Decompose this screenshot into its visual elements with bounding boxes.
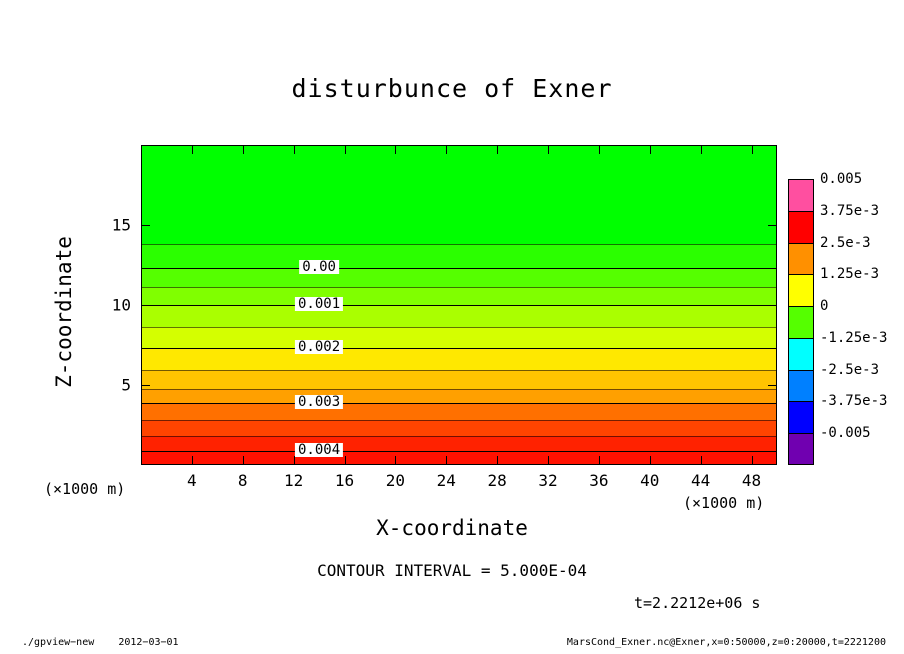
- x-tick-bottom: [701, 456, 702, 465]
- y-tick-label: 15: [111, 215, 131, 235]
- x-tick-label: 44: [691, 471, 711, 490]
- contour-interval-note: CONTOUR INTERVAL = 5.000E-04: [317, 561, 587, 580]
- contour-band: [142, 370, 776, 390]
- footer-tool-name: ./gpview−new: [22, 637, 95, 648]
- colorbar-segment: [789, 275, 813, 307]
- x-tick-bottom: [650, 456, 651, 465]
- x-tick-bottom: [395, 456, 396, 465]
- major-contour-line: [142, 268, 776, 269]
- x-tick-top: [446, 145, 447, 154]
- colorbar-tick-label: 0: [820, 298, 829, 315]
- x-tick-bottom: [345, 456, 346, 465]
- x-tick-label: 28: [487, 471, 507, 490]
- contour-band: [142, 268, 776, 288]
- footer-date: 2012−03−01: [118, 637, 179, 648]
- colorbar-segment: [789, 371, 813, 403]
- x-tick-label: 16: [334, 471, 355, 490]
- contour-band: [142, 146, 776, 244]
- y-tick-right: [768, 225, 777, 226]
- contour-value-label: 0.004: [295, 443, 343, 457]
- x-tick-label: 20: [385, 471, 406, 490]
- major-contour-line: [142, 305, 776, 306]
- colorbar: [788, 179, 814, 465]
- x-axis-title: X-coordinate: [376, 516, 528, 540]
- x-axis-unit-label: (×1000 m): [683, 494, 765, 512]
- x-tick-bottom: [752, 456, 753, 465]
- minor-contour-line: [142, 244, 776, 245]
- colorbar-separator: [788, 274, 814, 275]
- colorbar-segment: [789, 180, 813, 212]
- x-tick-top: [650, 145, 651, 154]
- contour-band: [142, 305, 776, 327]
- colorbar-tick-label: -2.5e-3: [820, 361, 880, 378]
- time-stamp-label: t=2.2212e+06 s: [634, 594, 761, 612]
- colorbar-separator: [788, 338, 814, 339]
- colorbar-separator: [788, 433, 814, 434]
- major-contour-line: [142, 348, 776, 349]
- x-tick-bottom: [192, 456, 193, 465]
- x-tick-bottom: [294, 456, 295, 465]
- colorbar-segment: [789, 307, 813, 339]
- y-tick-label: 10: [111, 295, 131, 315]
- colorbar-tick-label: 2.5e-3: [820, 234, 871, 251]
- colorbar-segment: [789, 339, 813, 371]
- contour-band: [142, 389, 776, 403]
- x-tick-label: 4: [187, 471, 197, 490]
- minor-contour-line: [142, 420, 776, 421]
- contour-band: [142, 436, 776, 452]
- colorbar-tick-label: 0.005: [820, 171, 863, 187]
- major-contour-line: [142, 403, 776, 404]
- contour-value-label: 0.002: [295, 340, 343, 354]
- x-tick-label: 12: [283, 471, 304, 490]
- contour-band: [142, 244, 776, 269]
- x-tick-top: [294, 145, 295, 154]
- y-tick-left: [141, 385, 150, 386]
- colorbar-separator: [788, 211, 814, 212]
- contour-band: [142, 403, 776, 420]
- x-tick-bottom: [243, 456, 244, 465]
- colorbar-separator: [788, 243, 814, 244]
- plot-area: [141, 145, 777, 465]
- y-tick-right: [768, 305, 777, 306]
- minor-contour-line: [142, 436, 776, 437]
- x-tick-top: [395, 145, 396, 154]
- colorbar-segment: [789, 434, 813, 465]
- x-tick-label: 8: [237, 471, 248, 490]
- footer-right: MarsCond_Exner.nc@Exner,x=0:50000,z=0:20000,t=2221200: [566, 637, 886, 648]
- minor-contour-line: [142, 287, 776, 288]
- x-tick-label: 36: [589, 471, 609, 490]
- minor-contour-line: [142, 370, 776, 371]
- y-tick-left: [141, 225, 150, 226]
- x-tick-top: [243, 145, 244, 154]
- contour-band: [142, 420, 776, 437]
- x-tick-top: [345, 145, 346, 154]
- minor-contour-line: [142, 389, 776, 390]
- contour-value-label: 0.00: [299, 260, 339, 274]
- x-tick-label: 24: [436, 471, 456, 490]
- contour-value-label: 0.001: [295, 297, 343, 311]
- colorbar-segment: [789, 244, 813, 276]
- z-axis-unit-label: (×1000 m): [44, 480, 126, 498]
- page-title: disturbunce of Exner: [291, 74, 613, 103]
- major-contour-line: [142, 451, 776, 452]
- contour-band: [142, 327, 776, 349]
- y-tick-right: [768, 385, 777, 386]
- colorbar-tick-label: -3.75e-3: [820, 393, 888, 410]
- colorbar-segment: [789, 212, 813, 244]
- colorbar-separator: [788, 370, 814, 371]
- x-tick-top: [497, 145, 498, 154]
- y-axis-title: Z-coordinate: [52, 236, 76, 388]
- colorbar-tick-label: -1.25e-3: [820, 329, 888, 346]
- colorbar-tick-label: -0.005: [820, 425, 871, 442]
- x-tick-top: [548, 145, 549, 154]
- contour-band: [142, 348, 776, 370]
- colorbar-separator: [788, 401, 814, 402]
- y-tick-label: 5: [121, 375, 131, 395]
- x-tick-label: 48: [741, 471, 762, 490]
- contour-band: [142, 451, 776, 465]
- colorbar-tick-label: 1.25e-3: [820, 266, 880, 283]
- colorbar-tick-label: 3.75e-3: [820, 202, 880, 219]
- x-tick-label: 40: [640, 471, 660, 490]
- x-tick-bottom: [446, 456, 447, 465]
- contour-value-label: 0.003: [295, 395, 343, 409]
- footer-left: [22, 637, 179, 648]
- x-tick-bottom: [497, 456, 498, 465]
- x-tick-label: 32: [538, 471, 558, 490]
- colorbar-separator: [788, 306, 814, 307]
- x-tick-top: [599, 145, 600, 154]
- x-tick-top: [192, 145, 193, 154]
- x-tick-top: [701, 145, 702, 154]
- x-tick-bottom: [599, 456, 600, 465]
- y-tick-left: [141, 305, 150, 306]
- x-tick-top: [752, 145, 753, 154]
- colorbar-segment: [789, 402, 813, 434]
- minor-contour-line: [142, 327, 776, 328]
- contour-band: [142, 287, 776, 306]
- x-tick-bottom: [548, 456, 549, 465]
